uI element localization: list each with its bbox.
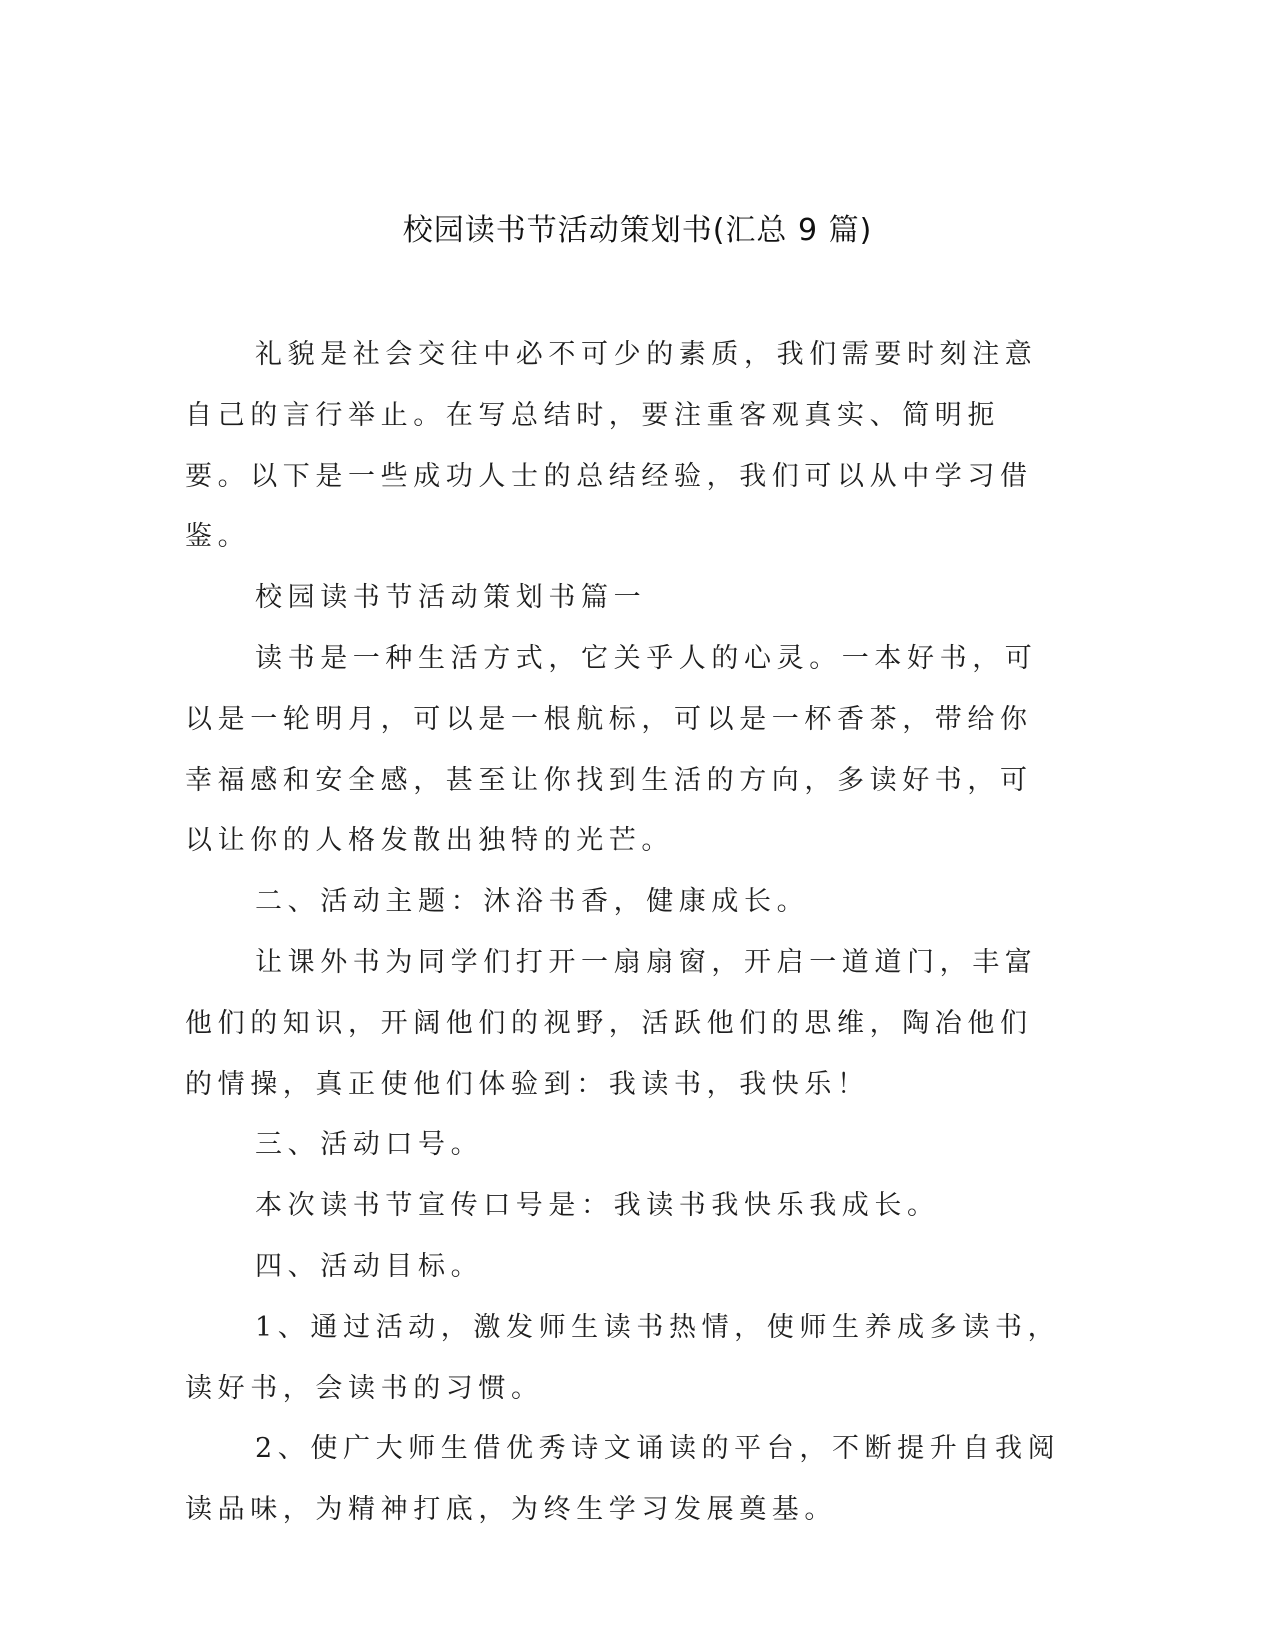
document-title: 校园读书节活动策划书(汇总 9 篇): [402, 213, 873, 248]
activity-theme-heading: 二、活动主题：沐浴书香，健康成长。: [255, 886, 810, 918]
intro-paragraph: 礼貌是社会交往中必不可少的素质，我们需要时刻注意自己的言行举止。在写总结时，要注重客观真实、简明扼要。以下是一些成功人士的总结经验，我们可以从中学习借鉴。: [185, 339, 1038, 553]
activity-goal-item: 2、使广大师生借优秀诗文诵读的平台，不断提升自我阅读品味，为精神打底，为终生学习发展奠基。: [185, 1433, 1061, 1526]
reading-paragraph: 读书是一种生活方式，它关乎人的心灵。一本好书，可以是一轮明月，可以是一根航标，可以是一杯香茶，带给你幸福感和安全感，甚至让你找到生活的方向，多读好书，可以让你的人格发散出独特的光芒。: [185, 642, 1038, 857]
activity-slogan-paragraph: 本次读书节宣传口号是：我读书我快乐我成长。: [255, 1190, 940, 1222]
activity-theme-paragraph: 让课外书为同学们打开一扇扇窗，开启一道道门，丰富他们的知识，开阔他们的视野，活跃他们的思维，陶冶他们的情操，真正使他们体验到：我读书，我快乐！: [185, 946, 1038, 1100]
activity-goals-heading: 四、活动目标。: [255, 1250, 484, 1282]
section-heading-part-one: 校园读书节活动策划书篇一: [255, 582, 647, 614]
document-body: [185, 325, 1065, 1541]
activity-goal-item: 1、通过活动，激发师生读书热情，使师生养成多读书，读好书，会读书的习惯。: [185, 1311, 1061, 1404]
activity-slogan-heading: 三、活动口号。: [255, 1129, 484, 1161]
